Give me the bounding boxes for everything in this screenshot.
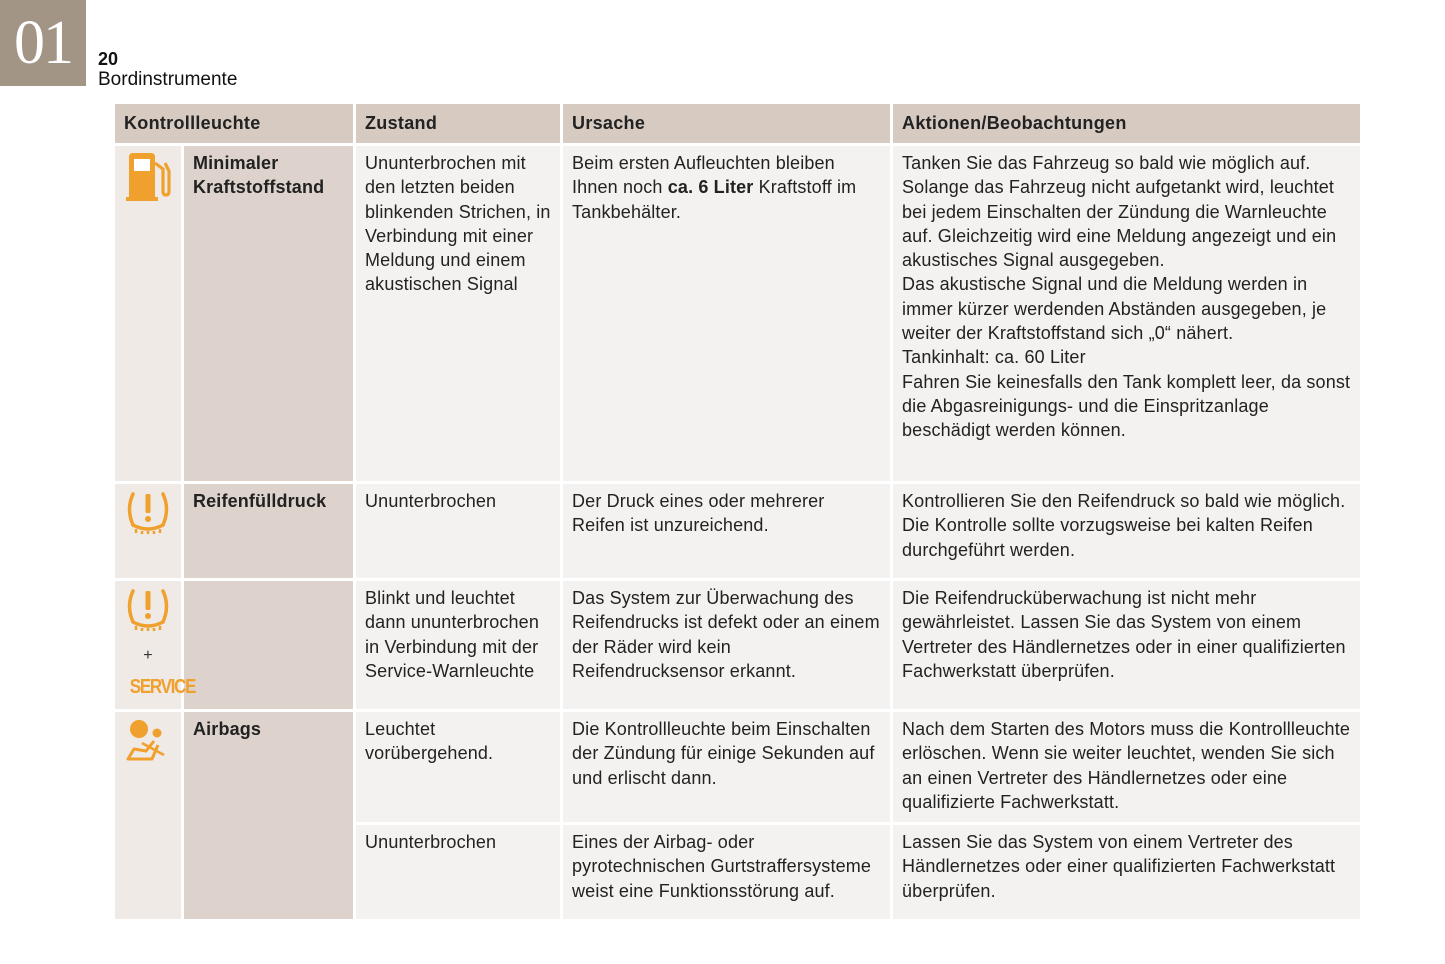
tyre-service-name (183, 580, 355, 711)
header-ursache: Ursache (562, 103, 892, 145)
fuel-pump-icon (125, 151, 171, 203)
icon-cell-fuel (114, 145, 183, 483)
tyre-service-ursache: Das System zur Überwachung des Reifendrucks ist defekt oder an einem der Räder wird kein Reifendrucksensor erkannt. (562, 580, 892, 711)
fuel-ursache-bold: ca. 6 Liter (667, 177, 754, 198)
plus-sign: + (143, 647, 153, 665)
table-row-tyre-service (114, 580, 1362, 711)
header-aktionen: Aktionen/Beobachtungen (892, 103, 1362, 145)
icon-cell-airbags (114, 711, 183, 921)
page-number: 20 (98, 49, 119, 69)
header-kontrollleuchte: Kontrollleuchte (114, 103, 355, 145)
icon-cell-tyre (114, 483, 183, 580)
fuel-aktion-4: Tankinhalt: ca. 60 Liter (902, 347, 1086, 368)
table-row-tyre (114, 483, 1362, 580)
warning-lights-table (112, 101, 1363, 922)
tyre-name: Reifenfülldruck (183, 483, 355, 580)
tyre-aktionen: Kontrollieren Sie den Reifendruck so bald wie möglich. Die Kontrolle sollte vorzugsweise bei kalten Reifen durchgeführt werden. (892, 483, 1362, 580)
fuel-ursache-text-end: Kraftstoff im Tankbehälter. (572, 177, 857, 222)
airbags-ursache-1: Die Kontrollleuchte beim Einschalten der Zündung für einige Sekunden auf und erlischt dann. (562, 711, 892, 824)
fuel-ursache (562, 145, 892, 483)
airbags-aktionen-1: Nach dem Starten des Motors muss die Kontrollleuchte erlöschen. Wenn sie weiter leuchtet, wenden Sie sich an einen Vertreter des Händlernetzes oder eine qualifizierte Fachwerkstatt. (892, 711, 1362, 824)
fuel-aktion-2: Solange das Fahrzeug nicht aufgetankt wird, leuchtet bei jedem Einschalten der Zündung die Warnleuchte auf. Gleichzeitig wird eine Meldung angezeigt und ein akustisches Signal ausgegeben. (902, 177, 1337, 271)
fuel-aktion-1: Tanken Sie das Fahrzeug so bald wie möglich auf. (902, 153, 1311, 173)
table-row-fuel (114, 145, 1362, 483)
tyre-pressure-icon (124, 489, 172, 535)
fuel-name: Minimaler Kraftstoffstand (183, 145, 355, 483)
fuel-aktionen (892, 145, 1362, 483)
chapter-badge: 01 (0, 0, 86, 86)
tyre-service-zustand: Blinkt und leuchtet dann ununterbrochen in Verbindung mit der Service-Warnleuchte (355, 580, 562, 711)
section-title: Bordinstrumente (98, 69, 238, 90)
table-header-row (114, 103, 1362, 145)
tyre-pressure-icon (124, 586, 172, 632)
icon-cell-tyre-service (114, 580, 196, 711)
tyre-zustand: Ununterbrochen (355, 483, 562, 580)
fuel-aktion-5: Fahren Sie keinesfalls den Tank komplett leer, da sonst die Abgasreinigungs- und die Einspritzanlage beschädigt werden können. (902, 371, 1351, 441)
tyre-ursache: Der Druck eines oder mehrerer Reifen ist unzureichend. (562, 483, 892, 580)
airbags-aktionen-2: Lassen Sie das System von einem Vertreter des Händlernetzes oder einer qualifizierten Fachwerkstatt überprüfen. (892, 824, 1362, 921)
service-icon: SERVICE (129, 675, 196, 698)
fuel-ursache-text: Beim ersten Aufleuchten bleiben Ihnen noch (572, 153, 835, 198)
tyre-service-aktionen: Die Reifendrucküberwachung ist nicht mehr gewährleistet. Lassen Sie das System von einem Vertreter des Händlernetzes oder in einer qualifizierten Fachwerkstatt überprüfen. (892, 580, 1362, 711)
fuel-zustand: Ununterbrochen mit den letzten beiden blinkenden Strichen, in Verbindung mit einer Meldung und einem akustischen Signal (355, 145, 562, 483)
airbags-zustand-1: Leuchtet vorübergehend. (355, 711, 562, 824)
airbags-zustand-2: Ununterbrochen (355, 824, 562, 921)
airbags-ursache-2: Eines der Airbag- oder pyrotechnischen Gurtstraffersysteme weist eine Funktionsstörung auf. (562, 824, 892, 921)
table-row-airbags-1 (114, 711, 1362, 824)
airbag-icon (124, 717, 172, 763)
airbags-name: Airbags (183, 711, 355, 921)
fuel-aktion-3: Das akustische Signal und die Meldung werden in immer kürzer werdenden Abständen ausgegeben, je weiter der Kraftstoffstand sich „0“ nähert. (902, 274, 1327, 344)
header-zustand: Zustand (355, 103, 562, 145)
